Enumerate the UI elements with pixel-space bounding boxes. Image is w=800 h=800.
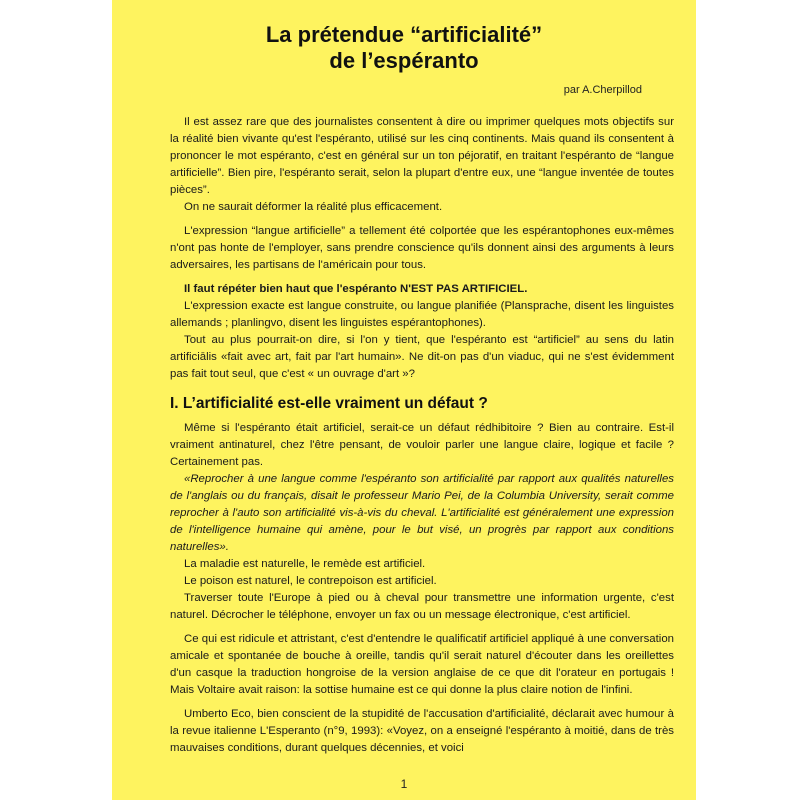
paragraph-pei-quote: «Reprocher à une langue comme l'espéranto son artificialité par rapport aux qualités naturelles de l'anglais ou du français, disait le professeur Mario Pei, de la Columbia University, serait comme reprocher à l'auto son artificialité vis-à-vis du cheval. L'artificialité est généralement une expression de l'intelligence humaine qui amène, pour le but visé, un progrès par rapport aux conditions naturelles». [170,473,674,553]
paragraph-intro: Il est assez rare que des journalistes consentent à dire ou imprimer quelques mots objectifs sur la réalité bien vivante qu'est l'espéranto, utilisé sur les cinq continents. Mais quand ils consentent à prononcer le mot espéranto, c'est en général sur un ton péjoratif, en traitant l'espéranto de “langue artificielle”. Bien pire, l'espéranto serait, selon la plupart d'entre eux, une “langue inventée de toutes pièces”. [170,116,674,196]
page-number: 1 [400,777,408,791]
paragraph-illness: La maladie est naturelle, le remède est artificiel. [184,558,426,570]
author-byline: par A.Cherpillod [563,84,642,96]
article-body [170,114,674,757]
document-page [112,0,696,800]
paragraph-eco: Umberto Eco, bien conscient de la stupidité de l'accusation d'artificialité, déclarait avec humour à la revue italienne L'Esperanto (n°9, 1993): «Voyez, on a enseigné l'espéranto à moitié, dans de très mauvaises conditions, durant quelques décennies, et voici [170,708,674,754]
paragraph-expression: L'expression “langue artificielle” a tellement été colportée que les espérantophones eux-mêmes n'ont pas honte de l'employer, sans prendre conscience qu'ils donnent ainsi des arguments à leurs adversaires, les partisans de l'américain pour tous. [170,225,674,271]
paragraph-poison: Le poison est naturel, le contrepoison est artificiel. [184,575,437,587]
section-heading: I. L’artificialité est-elle vraiment un défaut ? [170,395,488,412]
paragraph-latin-sense: Tout au plus pourrait-on dire, si l'on y tient, que l'espéranto est “artificiel” au sens du latin artificiālis «fait avec art, fait par l'art humain». Ne dit-on pas d'un viaduc, qui ne s'est évidemment pas fait tout seul, que c'est « un ouvrage d'art »? [170,334,674,380]
document-title-line-1: La prétendue “artificialité” [265,22,543,47]
document-title-line-2: de l’espéranto [329,48,479,73]
paragraph-ridicule: Ce qui est ridicule et attristant, c'est d'entendre le qualificatif artificiel appliqué à une conversation amicale et spontanée de bouche à oreille, tandis qu'il serait naturel d'écouter dans les oreillettes d'un casque la traduction hongroise de la version anglaise de ce que dit l'orateur en portugais ! Mais Voltaire avait raison: la sottise humaine est ce qui donne la plus claire notion de l'infini. [170,633,674,696]
paragraph-distortion: On ne saurait déformer la réalité plus efficacement. [184,201,443,213]
paragraph-statement: Il faut répéter bien haut que l'espéranto N'EST PAS ARTIFICIEL. [184,283,528,295]
paragraph-exact-expression: L'expression exacte est langue construite, ou langue planifiée (Plansprache, disent les linguistes allemands ; planlingvo, disent les linguistes espérantophones). [170,300,674,329]
paragraph-defect: Même si l'espéranto était artificiel, serait-ce un défaut rédhibitoire ? Bien au contraire. Est-il vraiment antinaturel, chez l'être pensant, de vouloir parler une langue claire, logique et facile ? Certainement pas. [170,422,674,468]
title-block [112,22,696,74]
paragraph-europe: Traverser toute l'Europe à pied ou à cheval pour transmettre une information urgente, c'est naturel. Décrocher le téléphone, envoyer un fax ou un message électronique, c'est artificiel. [170,592,674,621]
